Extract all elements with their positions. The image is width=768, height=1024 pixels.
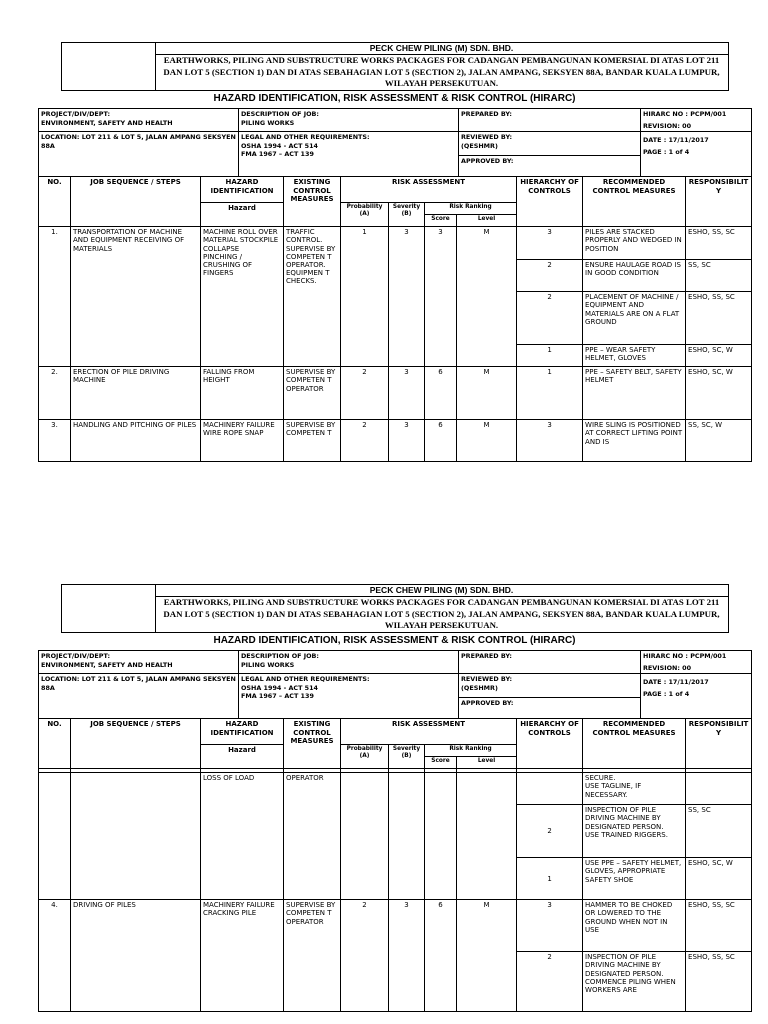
hirarc-page-2 — [38, 584, 751, 1012]
approved-by-cell: APPROVED BY: — [459, 698, 641, 719]
hazard-cell: MACHINE ROLL OVER MATERIAL STOCKPILE COLLAPSE PINCHING / CRUSHING OF FINGERS — [201, 227, 284, 367]
col-severity: Severity (B) — [389, 203, 425, 227]
hierarchy-value: 3 — [517, 900, 583, 952]
company-name: PECK CHEW PILING (M) SDN. BHD. — [155, 43, 728, 55]
recommended-measure: PPE – SAFETY BELT, SAFETY HELMET — [583, 367, 686, 420]
col-hierarchy: HIERARCHY OF CONTROLS — [517, 177, 583, 227]
hierarchy-value: 1 — [517, 367, 583, 420]
score-value: 6 — [425, 367, 457, 420]
col-hazard-identification: HAZARD IDENTIFICATION — [201, 719, 284, 745]
severity-value — [389, 773, 425, 900]
row-number: 3. — [39, 420, 71, 462]
existing-control-cell: OPERATOR — [284, 773, 341, 900]
existing-control-cell: SUPERVISE BY COMPETEN T — [284, 420, 341, 462]
severity-value: 3 — [389, 900, 425, 1012]
responsibility-value: ESHO, SS, SC — [686, 900, 752, 952]
col-hazard: Hazard — [201, 203, 284, 227]
responsibility-value: ESHO, SC, W — [686, 367, 752, 420]
date-page-cell: DATE : 17/11/2017 PAGE : 1 of 4 — [641, 674, 752, 719]
level-value — [457, 773, 517, 900]
existing-control-cell: SUPERVISE BY COMPETEN T OPERATOR — [284, 367, 341, 420]
level-value: M — [457, 227, 517, 367]
job-description-cell: DESCRIPTION OF JOB: PILING WORKS — [239, 109, 459, 132]
col-responsibility: RESPONSIBILITY — [686, 177, 752, 227]
project-dept-cell: PROJECT/DIV/DEPT: ENVIRONMENT, SAFETY AND HEALTH — [39, 651, 239, 674]
hazard-cell: MACHINERY FAILURE CRACKING PILE — [201, 900, 284, 1012]
responsibility-value: ESHO, SS, SC — [686, 227, 752, 260]
col-existing-controls: EXISTING CONTROL MEASURES — [284, 177, 341, 227]
col-job-sequence: JOB SEQUENCE / STEPS — [71, 177, 201, 227]
row-number: 4. — [39, 900, 71, 1012]
project-title: EARTHWORKS, PILING AND SUBSTRUCTURE WORKS PACKAGES FOR CADANGAN PEMBANGUNAN KOMERSIAL DI ATAS LOT 211 DAN LOT 5 (SECTION 1) DAN DI ATAS SEBAHAGIAN LOT 5 (SECTION 2), JALAN AMPANG, SEKSYEN 88A, BANDAR KUALA LUMPUR, WILAYAH PERSEKUTUAN. — [163, 55, 720, 88]
col-hazard-identification: HAZARD IDENTIFICATION — [201, 177, 284, 203]
col-no: NO. — [39, 719, 71, 769]
job-step — [71, 773, 201, 900]
existing-control-cell: TRAFFIC CONTROL. SUPERVISE BY COMPETEN T OPERATOR. EQUIPMEN T CHECKS. — [284, 227, 341, 367]
document-title: HAZARD IDENTIFICATION, RISK ASSESSMENT & RISK CONTROL (HIRARC) — [213, 635, 576, 646]
job-step: TRANSPORTATION OF MACHINE AND EQUIPMENT RECEIVING OF MATERIALS — [71, 227, 201, 367]
responsibility-value: ESHO, SC, W — [686, 345, 752, 367]
project-title: EARTHWORKS, PILING AND SUBSTRUCTURE WORKS PACKAGES FOR CADANGAN PEMBANGUNAN KOMERSIAL DI ATAS LOT 211 DAN LOT 5 (SECTION 1) DAN DI ATAS SEBAHAGIAN LOT 5 (SECTION 2), JALAN AMPANG, SEKSYEN 88A, BANDAR KUALA LUMPUR, WILAYAH PERSEKUTUAN. — [163, 597, 720, 630]
hirarc-no-cell: HIRARC NO : PCPM/001 REVISION: 00 — [641, 109, 752, 132]
hierarchy-value — [517, 773, 583, 805]
existing-control-cell: SUPERVISE BY COMPETEN T OPERATOR — [284, 900, 341, 1012]
hazard-cell: FALLING FROM HEIGHT — [201, 367, 284, 420]
probability-value: 2 — [341, 367, 389, 420]
info-table — [38, 650, 752, 719]
document-header — [61, 584, 729, 633]
recommended-measure: WIRE SLING IS POSITIONED AT CORRECT LIFTING POINT AND IS — [583, 420, 686, 462]
company-name: PECK CHEW PILING (M) SDN. BHD. — [155, 585, 728, 597]
recommended-measure: INSPECTION OF PILE DRIVING MACHINE BY DESIGNATED PERSON. COMMENCE PILING WHEN WORKERS ARE — [583, 952, 686, 1012]
score-value: 3 — [425, 227, 457, 367]
responsibility-value: ESHO, SC, W — [686, 858, 752, 900]
recommended-measure: PLACEMENT OF MACHINE / EQUIPMENT AND MATERIALS ARE ON A FLAT GROUND — [583, 292, 686, 345]
responsibility-value: ESHO, SS, SC — [686, 292, 752, 345]
probability-value — [341, 773, 389, 900]
recommended-measure: HAMMER TO BE CHOKED OR LOWERED TO THE GROUND WHEN NOT IN USE — [583, 900, 686, 952]
recommended-measure: USE PPE – SAFETY HELMET, GLOVES, APPROPRIATE SAFETY SHOE — [583, 858, 686, 900]
severity-value: 3 — [389, 420, 425, 462]
reviewed-by-cell: REVIEWED BY: (QESHMR) — [459, 132, 641, 156]
col-no: NO. — [39, 177, 71, 227]
col-level: Level — [457, 757, 517, 769]
level-value: M — [457, 900, 517, 1012]
col-level: Level — [457, 215, 517, 227]
responsibility-value — [686, 773, 752, 805]
probability-value: 2 — [341, 420, 389, 462]
col-risk-assessment: RISK ASSESSMENT — [341, 719, 517, 745]
col-probability: Probability (A) — [341, 203, 389, 227]
responsibility-value: SS, SC — [686, 805, 752, 858]
prepared-by-cell: PREPARED BY: — [459, 651, 641, 674]
row-number: 2. — [39, 367, 71, 420]
document-header — [61, 42, 729, 91]
project-dept-cell: PROJECT/DIV/DEPT: ENVIRONMENT, SAFETY AND HEALTH — [39, 109, 239, 132]
location-cell: LOCATION: LOT 211 & LOT 5, JALAN AMPANG SEKSYEN 88A — [39, 674, 239, 719]
job-step: DRIVING OF PILES — [71, 900, 201, 1012]
score-value: 6 — [425, 420, 457, 462]
logo-box — [62, 43, 156, 90]
recommended-measure: INSPECTION OF PILE DRIVING MACHINE BY DESIGNATED PERSON. USE TRAINED RIGGERS. — [583, 805, 686, 858]
col-hazard: Hazard — [201, 745, 284, 769]
legal-requirements-cell: LEGAL AND OTHER REQUIREMENTS: OSHA 1994 - ACT 514 FMA 1967 – ACT 139 — [239, 674, 459, 719]
approved-by-cell: APPROVED BY: — [459, 156, 641, 177]
job-step: ERECTION OF PILE DRIVING MACHINE — [71, 367, 201, 420]
row-number — [39, 773, 71, 900]
col-responsibility: RESPONSIBILITY — [686, 719, 752, 769]
col-recommended: RECOMMENDED CONTROL MEASURES — [583, 177, 686, 227]
probability-value: 2 — [341, 900, 389, 1012]
legal-requirements-cell: LEGAL AND OTHER REQUIREMENTS: OSHA 1994 - ACT 514 FMA 1967 – ACT 139 — [239, 132, 459, 177]
col-score: Score — [425, 757, 457, 769]
date-page-cell: DATE : 17/11/2017 PAGE : 1 of 4 — [641, 132, 752, 177]
hazard-table — [38, 176, 752, 462]
score-value — [425, 773, 457, 900]
prepared-by-cell: PREPARED BY: — [459, 109, 641, 132]
col-job-sequence: JOB SEQUENCE / STEPS — [71, 719, 201, 769]
hierarchy-value: 1 — [517, 858, 583, 900]
level-value: M — [457, 420, 517, 462]
col-recommended: RECOMMENDED CONTROL MEASURES — [583, 719, 686, 769]
col-risk-ranking: Risk Ranking — [425, 203, 517, 215]
info-table — [38, 108, 752, 177]
hierarchy-value: 2 — [517, 260, 583, 292]
responsibility-value: ESHO, SS, SC — [686, 952, 752, 1012]
col-probability: Probability (A) — [341, 745, 389, 769]
recommended-measure: PPE – WEAR SAFETY HELMET, GLOVES — [583, 345, 686, 367]
col-score: Score — [425, 215, 457, 227]
col-existing-controls: EXISTING CONTROL MEASURES — [284, 719, 341, 769]
recommended-measure: ENSURE HAULAGE ROAD IS IN GOOD CONDITION — [583, 260, 686, 292]
hazard-table — [38, 718, 752, 1012]
hierarchy-value: 2 — [517, 805, 583, 858]
row-number: 1. — [39, 227, 71, 367]
col-severity: Severity (B) — [389, 745, 425, 769]
hierarchy-value: 1 — [517, 345, 583, 367]
document-title: HAZARD IDENTIFICATION, RISK ASSESSMENT & RISK CONTROL (HIRARC) — [213, 93, 576, 104]
hazard-cell: LOSS OF LOAD — [201, 773, 284, 900]
col-risk-ranking: Risk Ranking — [425, 745, 517, 757]
job-description-cell: DESCRIPTION OF JOB: PILING WORKS — [239, 651, 459, 674]
hierarchy-value: 2 — [517, 292, 583, 345]
severity-value: 3 — [389, 367, 425, 420]
probability-value: 1 — [341, 227, 389, 367]
hierarchy-value: 3 — [517, 227, 583, 260]
hirarc-no-cell: HIRARC NO : PCPM/001 REVISION: 00 — [641, 651, 752, 674]
responsibility-value: SS, SC — [686, 260, 752, 292]
location-cell: LOCATION: LOT 211 & LOT 5, JALAN AMPANG SEKSYEN 88A — [39, 132, 239, 177]
hirarc-page-1 — [38, 42, 751, 462]
hazard-cell: MACHINERY FAILURE WIRE ROPE SNAP — [201, 420, 284, 462]
logo-box — [62, 585, 156, 632]
reviewed-by-cell: REVIEWED BY: (QESHMR) — [459, 674, 641, 698]
hierarchy-value: 2 — [517, 952, 583, 1012]
recommended-measure: PILES ARE STACKED PROPERLY AND WEDGED IN POSITION — [583, 227, 686, 260]
col-risk-assessment: RISK ASSESSMENT — [341, 177, 517, 203]
hierarchy-value: 3 — [517, 420, 583, 462]
recommended-measure: SECURE. USE TAGLINE, IF NECESSARY. — [583, 773, 686, 805]
severity-value: 3 — [389, 227, 425, 367]
level-value: M — [457, 367, 517, 420]
responsibility-value: SS, SC, W — [686, 420, 752, 462]
col-hierarchy: HIERARCHY OF CONTROLS — [517, 719, 583, 769]
score-value: 6 — [425, 900, 457, 1012]
job-step: HANDLING AND PITCHING OF PILES — [71, 420, 201, 462]
